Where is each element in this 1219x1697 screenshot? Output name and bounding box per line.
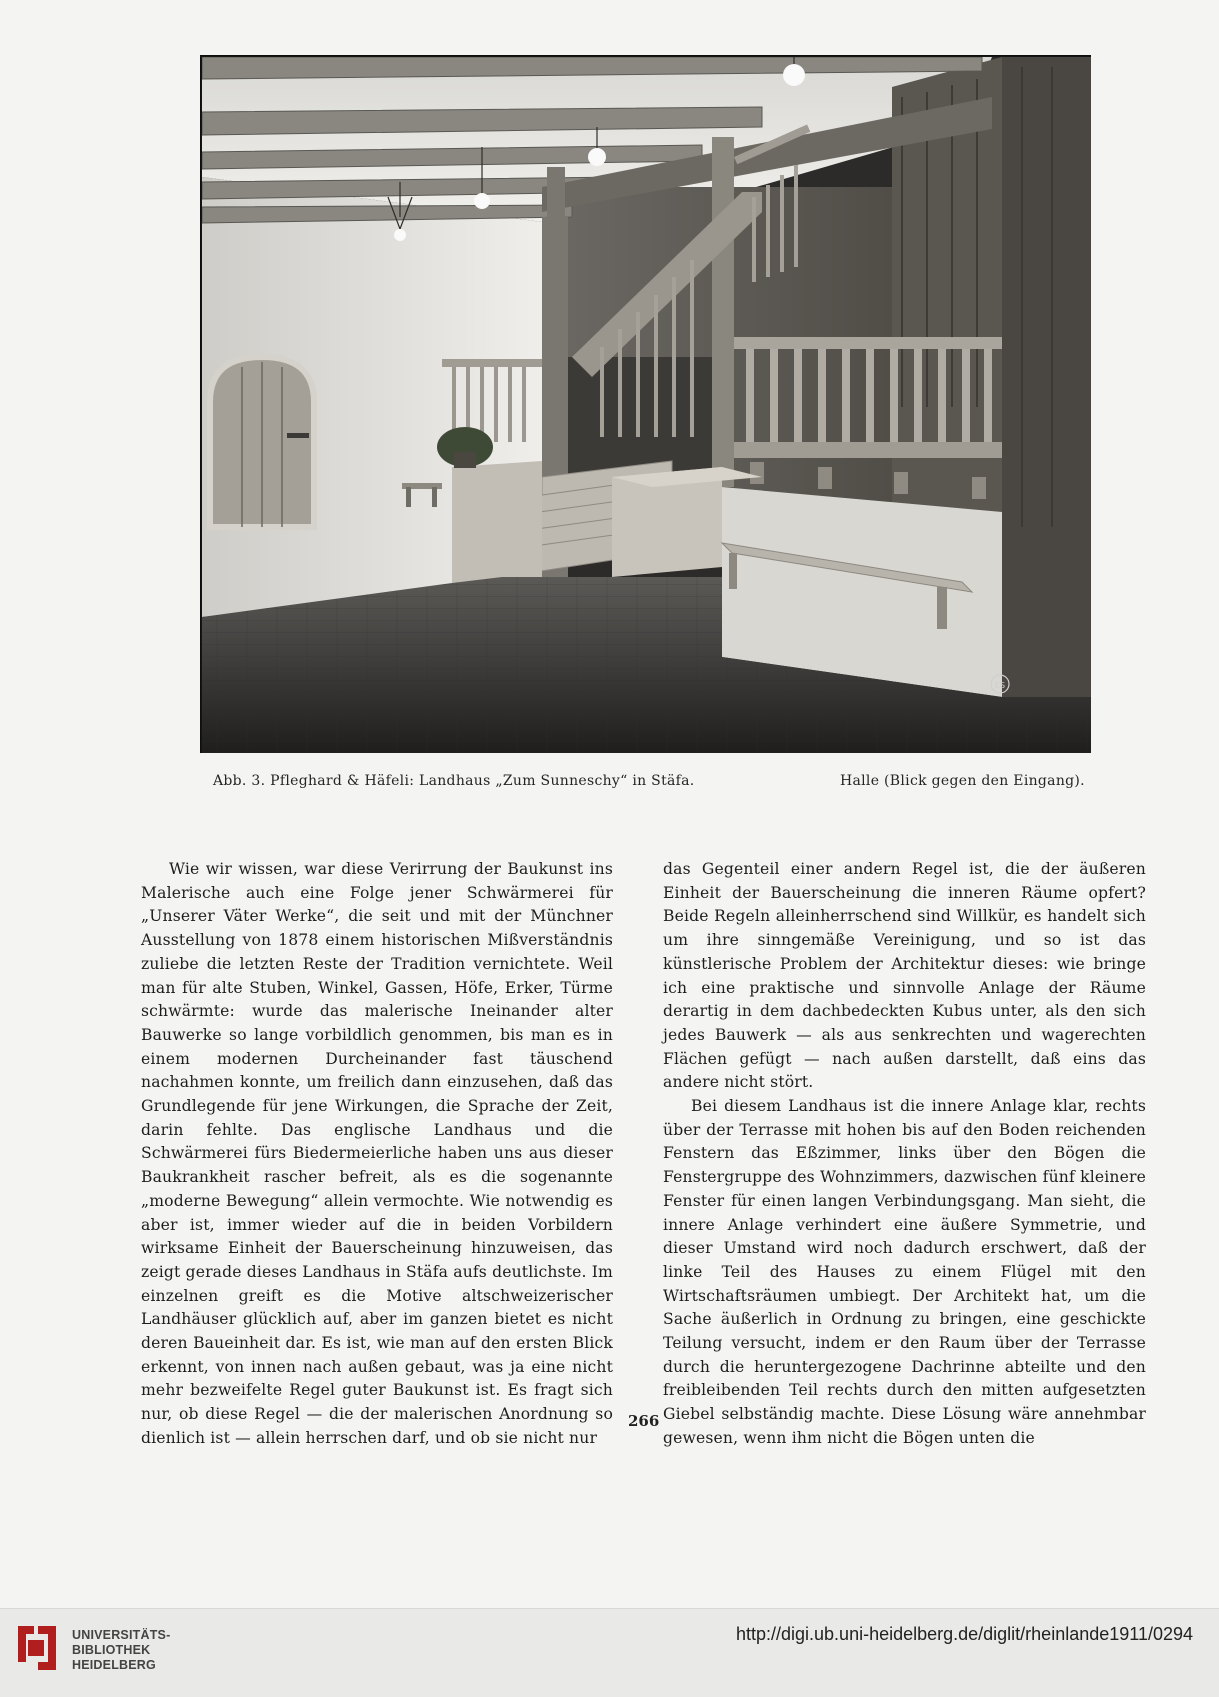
right-paragraph-1: das Gegenteil einer andern Regel ist, die der äußeren Einheit der Bauerscheinung die inneren Räume opfert? Beide Regeln alleinherrschend sind Willkür, es handelt sich um ihre sinngemäße Vereinigung, und so ist das künstlerische Problem der Architektur dieses: wie bringe ich eine praktische und sinnvolle Anlage der Räume derartig in dem dachbedeckten Kubus unter, als den sich jedes Bauwerk — als aus senkrechten und wagerechten Flächen gefügt — nach außen darstellt, daß eins das andere nicht stört. [663,860,1146,1092]
library-name-line-2: BIBLIOTHEK [72,1643,151,1657]
footer-url-link[interactable]: http://digi.ub.uni-heidelberg.de/diglit/rheinlande1911/0294 [735,1624,1193,1644]
library-name-line-1: UNIVERSITÄTS- [72,1628,171,1642]
left-paragraph-1: Wie wir wissen, war diese Verirrung der Baukunst ins Malerische auch eine Folge jener Schwärmerei für „Unserer Väter Werke“, die seit und mit der Münchner Ausstellung von 1878 einem historischen Mißverständnis zuliebe die letzten Reste der Tradition vernichtete. Weil man für alte Stuben, Winkel, Gassen, Höfe, Erker, Türme schwärmte: wurde das malerische Ineinander alter Bauwerke so lange vorbildlich genommen, bis man es in einem modernen Durcheinander fast täuschend nachahmen konnte, um freilich dann einzusehen, daß das Grundlegende für jene Wirkungen, die Sprache der Zeit, darin fehlte. Das englische Landhaus und die Schwärmerei fürs Biedermeierliche haben uns aus dieser Baukrankheit rascher befreit, als es die sogenannte „moderne Bewegung“ allein vermochte. Wie notwendig es aber ist, immer wieder auf die in beiden Vorbildern wirksame Einheit der Bauerscheinung hinzuweisen, das zeigt gerade dieses Landhaus in Stäfa aufs deutlichste. Im einzelnen greift es die Motive altschweizerischer Landhäuser glücklich auf, aber im ganzen bietet es nicht deren Baueinheit dar. Es ist, wie man auf den ersten Blick erkennt, von innen nach außen gebaut, was ja eine nicht mehr bezweifelte Regel guter Baukunst ist. Es fragt sich nur, ob diese Regel — die der malerischen Anordnung so dienlich ist — allein herrschen darf, und ob sie nicht nur [141,860,613,1447]
page-number: 266 [628,1412,660,1430]
library-name [72,1628,170,1673]
university-library-logo-icon [14,1620,60,1676]
figure-caption-right: Halle (Blick gegen den Eingang). [840,773,1085,789]
footer-bar [0,1608,1219,1697]
hall-photograph-image [202,57,1091,753]
text-column-left [141,858,613,1451]
text-column-right [663,858,1146,1451]
figure-caption-left: Abb. 3. Pfleghard & Häfeli: Landhaus „Zum Sunneschy“ in Stäfa. [213,773,695,789]
hall-photograph [200,55,1091,753]
svg-text:ES: ES [994,681,1006,690]
library-name-line-3: HEIDELBERG [72,1658,156,1672]
right-paragraph-2: Bei diesem Landhaus ist die innere Anlage klar, rechts über der Terrasse mit hohen bis auf den Boden reichenden Fenstern das Eßzimmer, links über den Bögen die Fenstergruppe des Wohnzimmers, dazwischen fünf kleinere Fenster für einen langen Verbindungsgang. Man sieht, die innere Anlage verhindert eine äußere Symmetrie, und dieser Umstand wird noch dadurch erschwert, daß der linke Teil des Hauses zu einem Flügel mit den Wirtschaftsräumen umbiegt. Der Architekt hat, um die Sache äußerlich in Ordnung zu bringen, eine geschickte Teilung versucht, indem er den Raum über der Terrasse durch die heruntergezogene Dachrinne abteilte und den freibleibenden Teil rechts durch den mitten aufgesetzten Giebel selbständig machte. Diese Lösung wäre annehmbar gewesen, wenn ihm nicht die Bögen unten die [663,1097,1146,1447]
